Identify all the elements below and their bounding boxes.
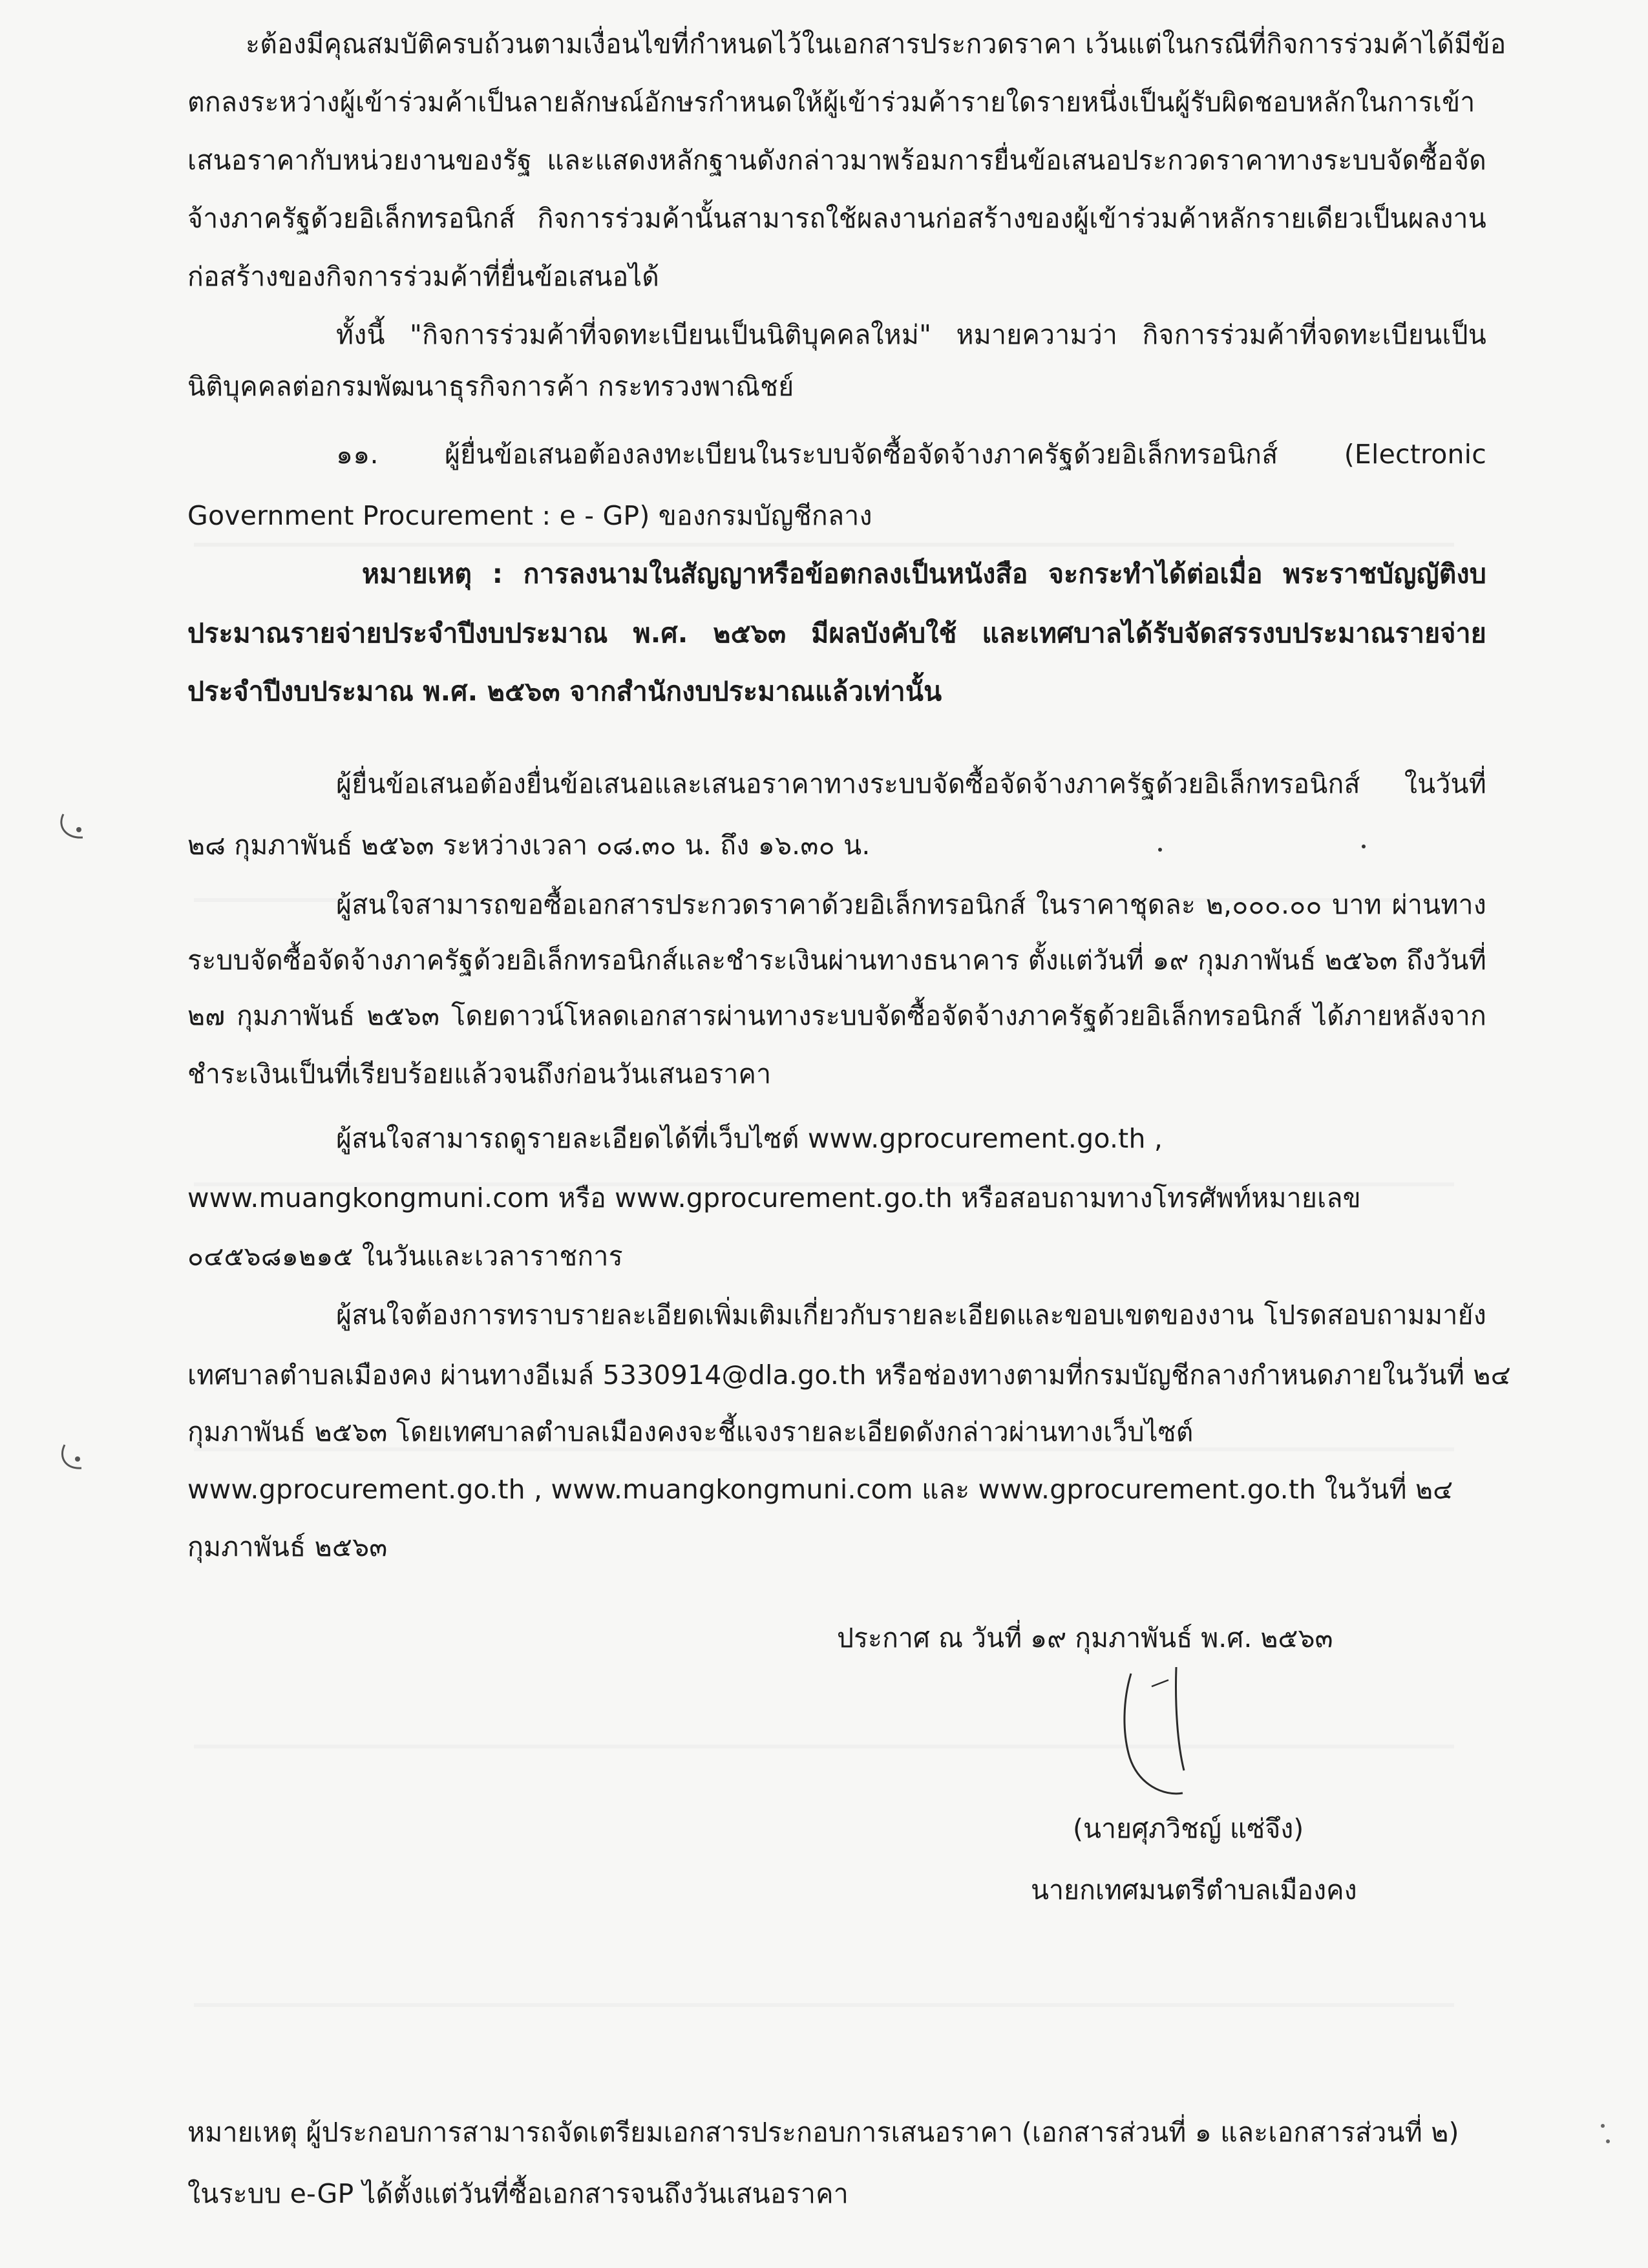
note-bold-line: ประมาณรายจ่ายประจำปีงบประมาณ พ.ศ. ๒๕๖๓ มีผลบังคับใช้ และเทศบาลได้รับจัดสรรงบประมาณรายจ่าย <box>187 618 1486 649</box>
inquiry-text-line: www.gprocurement.go.th , www.muangkongmuni.com และ www.gprocurement.go.th ในวันที่ ๒๔ <box>187 1474 1453 1505</box>
purchase-text-line: ระบบจัดซื้อจัดจ้างภาครัฐด้วยอิเล็กทรอนิกส์และชำระเงินผ่านทางธนาคาร ตั้งแต่วันที่ ๑๙ กุมภาพันธ์ ๒๕๖๓ ถึงวันที่ <box>187 945 1486 976</box>
inquiry-text-line: กุมภาพันธ์ ๒๕๖๓ <box>187 1531 388 1562</box>
margin-mark <box>57 808 96 846</box>
definition-text-line: ทั้งนี้ "กิจการร่วมค้าที่จดทะเบียนเป็นนิติบุคคลใหม่" หมายความว่า กิจการร่วมค้าที่จดทะเบียนเป็น <box>336 319 1486 350</box>
submission-text-line: ๒๘ กุมภาพันธ์ ๒๕๖๓ ระหว่างเวลา ๐๘.๓๐ น. ถึง ๑๖.๓๐ น. <box>187 830 871 861</box>
speck-mark <box>1154 843 1167 856</box>
note-bold-line: หมายเหตุ : การลงนามในสัญญาหรือข้อตกลงเป็นหนังสือ จะกระทำได้ต่อเมื่อ พระราชบัญญัติงบ <box>362 558 1486 589</box>
item-11-text-line: ๑๑. ผู้ยื่นข้อเสนอต้องลงทะเบียนในระบบจัดซื้อจัดจ้างภาครัฐด้วยอิเล็กทรอนิกส์ (Electronic <box>336 439 1486 470</box>
website-text-line: www.muangkongmuni.com หรือ www.gprocurement.go.th หรือสอบถามทางโทรศัพท์หมายเลข <box>187 1182 1361 1213</box>
website-text-line: ผู้สนใจสามารถดูรายละเอียดได้ที่เว็บไซต์ www.gprocurement.go.th , <box>336 1123 1163 1154</box>
note-bold-line: ประจำปีงบประมาณ พ.ศ. ๒๕๖๓ จากสำนักงบประมาณแล้วเท่านั้น <box>187 676 942 707</box>
submission-text-line: ผู้ยื่นข้อเสนอต้องยื่นข้อเสนอและเสนอราคาทางระบบจัดซื้อจัดจ้างภาครัฐด้วยอิเล็กทรอนิกส์ ในวันที่ <box>336 768 1486 799</box>
announcement-date: ประกาศ ณ วันที่ ๑๙ กุมภาพันธ์ พ.ศ. ๒๕๖๓ <box>837 1622 1333 1654</box>
body-text-line: ะต้องมีคุณสมบัติครบถ้วนตามเงื่อนไขที่กำหนดไว้ในเอกสารประกวดราคา เว้นแต่ในกรณีที่กิจการร่วมค้าได้มีข้อ <box>246 28 1506 59</box>
footer-note-line: ในระบบ e-GP ได้ตั้งแต่วันที่ซื้อเอกสารจนถึงวันเสนอราคา <box>187 2178 849 2209</box>
signatory-title: นายกเทศมนตรีตำบลเมืองคง <box>1031 1874 1357 1906</box>
handwritten-signature <box>1092 1661 1215 1803</box>
inquiry-text-line: ผู้สนใจต้องการทราบรายละเอียดเพิ่มเติมเกี่ยวกับรายละเอียดและขอบเขตของงาน โปรดสอบถามมายัง <box>336 1299 1486 1330</box>
signatory-name: (นายศุภวิชญ์ แซ่จึง) <box>1073 1813 1304 1844</box>
speck-mark <box>1357 840 1370 853</box>
margin-mark <box>1596 2119 1616 2171</box>
body-text-line: จ้างภาครัฐด้วยอิเล็กทรอนิกส์ กิจการร่วมค้านั้นสามารถใช้ผลงานก่อสร้างของผู้เข้าร่วมค้าหลักรายเดียวเป็นผลงาน <box>187 203 1486 234</box>
bleed-through-mark <box>194 543 1454 547</box>
margin-mark <box>57 1440 96 1478</box>
footer-note-line: หมายเหตุ ผู้ประกอบการสามารถจัดเตรียมเอกสารประกอบการเสนอราคา (เอกสารส่วนที่ ๑ และเอกสารส่วนที่ ๒) <box>187 2117 1459 2148</box>
purchase-text-line: ผู้สนใจสามารถขอซื้อเอกสารประกวดราคาด้วยอิเล็กทรอนิกส์ ในราคาชุดละ ๒,๐๐๐.๐๐ บาท ผ่านทาง <box>336 889 1486 920</box>
purchase-text-line: ชำระเงินเป็นที่เรียบร้อยแล้วจนถึงก่อนวันเสนอราคา <box>187 1058 772 1089</box>
body-text-line: เสนอราคากับหน่วยงานของรัฐ และแสดงหลักฐานดังกล่าวมาพร้อมการยื่นข้อเสนอประกวดราคาทางระบบจัดซื้อจัด <box>187 145 1486 176</box>
purchase-text-line: ๒๗ กุมภาพันธ์ ๒๕๖๓ โดยดาวน์โหลดเอกสารผ่านทางระบบจัดซื้อจัดจ้างภาครัฐด้วยอิเล็กทรอนิกส์ ได้ภายหลังจาก <box>187 1000 1486 1031</box>
inquiry-text-line: เทศบาลตำบลเมืองคง ผ่านทางอีเมล์ 5330914@dla.go.th หรือช่องทางตามที่กรมบัญชีกลางกำหนดภายในวันที่ ๒๔ <box>187 1360 1511 1391</box>
definition-text-line: นิติบุคคลต่อกรมพัฒนาธุรกิจการค้า กระทรวงพาณิชย์ <box>187 371 794 402</box>
body-text-line: ก่อสร้างของกิจการร่วมค้าที่ยื่นข้อเสนอได้ <box>187 261 660 292</box>
bleed-through-mark <box>194 1745 1454 1748</box>
bleed-through-mark <box>194 2003 1454 2007</box>
body-text-line: ตกลงระหว่างผู้เข้าร่วมค้าเป็นลายลักษณ์อักษรกำหนดให้ผู้เข้าร่วมค้ารายใดรายหนึ่งเป็นผู้รับผิดชอบหลักในการเข้า <box>187 87 1475 118</box>
inquiry-text-line: กุมภาพันธ์ ๒๕๖๓ โดยเทศบาลตำบลเมืองคงจะชี้แจงรายละเอียดดังกล่าวผ่านทางเว็บไซต์ <box>187 1416 1194 1447</box>
item-11-text-line: Government Procurement : e - GP) ของกรมบัญชีกลาง <box>187 500 872 531</box>
website-text-line: ๐๔๕๖๘๑๒๑๕ ในวันและเวลาราชการ <box>187 1241 623 1272</box>
